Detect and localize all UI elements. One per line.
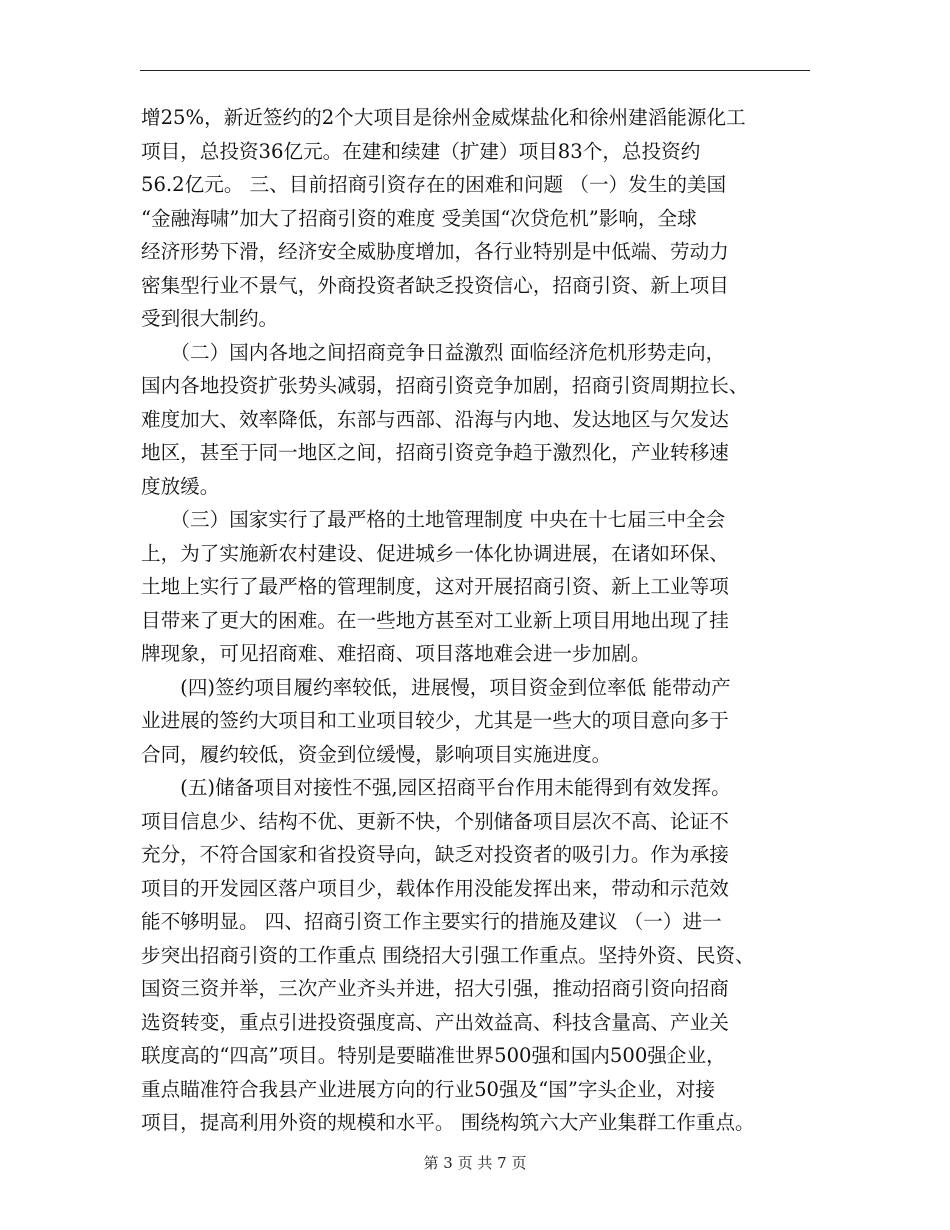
text-line: （三）国家实行了最严格的土地管理制度 中央在十七届三中全会	[141, 508, 726, 531]
text-line: 业进展的签约大项目和工业项目较少，尤其是一些大的项目意向多于	[141, 709, 729, 732]
text-line: 能不够明显。 四、招商引资工作主要实行的措施及建议 （一）进一	[141, 910, 722, 933]
page-number-footer: 第 3 页 共 7 页	[423, 1154, 527, 1172]
text-line: “金融海啸”加大了招商引资的难度 受美国“次贷危机”影响，全球	[141, 206, 697, 230]
text-line: 充分，不符合国家和省投资导向，缺乏对投资者的吸引力。作为承接	[141, 843, 729, 866]
header-rule	[140, 70, 810, 71]
text-line: 56.2亿元。 三、目前招商引资存在的困难和问题 （一）发生的美国	[141, 173, 727, 196]
text-line: (五)储备项目对接性不强,园区招商平台作用未能得到有效发挥。	[141, 776, 731, 799]
text-line: 项目的开发园区落户项目少，载体作用没能发挥出来，带动和示范效	[141, 876, 729, 900]
text-line: 选资转变，重点引进投资强度高、产出效益高、科技含量高、产业关	[141, 1010, 729, 1034]
text-line: 目带来了更大的困难。在一些地方甚至对工业新上项目用地出现了挂	[141, 608, 729, 632]
text-line: 经济形势下滑，经济安全威胁度增加，各行业特别是中低端、劳动力	[141, 240, 729, 263]
text-line: 国资三资并举，三次产业齐头并进，招大引强，推动招商引资向招商	[141, 977, 729, 1000]
text-line: 上，为了实施新农村建设、促进城乡一体化协调进展，在诸如环保、	[141, 541, 729, 565]
text-line: 密集型行业不景气，外商投资者缺乏投资信心，招商引资、新上项目	[141, 273, 729, 297]
text-line: 项目，总投资36亿元。在建和续建（扩建）项目83个，总投资约	[141, 139, 701, 163]
text-line: 度放缓。	[141, 474, 220, 498]
text-line: 受到很大制约。	[141, 307, 279, 330]
text-line: 项目，提高利用外资的规模和水平。 围绕构筑六大产业集群工作重点。	[141, 1111, 755, 1134]
text-line: 项目信息少、结构不优、更新不快，个别储备项目层次不高、论证不	[141, 809, 729, 833]
text-line: 步突出招商引资的工作重点 围绕招大引强工作重点。坚持外资、民资、	[141, 943, 755, 967]
text-line: 联度高的“四高”项目。特别是要瞄准世界500强和国内500强企业，	[141, 1044, 726, 1067]
text-line: 合同，履约较低，资金到位缓慢，影响项目实施进度。	[141, 742, 612, 766]
text-line: 增25%，新近签约的2个大项目是徐州金威煤盐化和徐州建滔能源化工	[141, 106, 746, 129]
text-line: （二）国内各地之间招商竞争日益激烈 面临经济危机形势走向，	[141, 340, 726, 364]
document-body	[141, 101, 813, 1140]
text-line: 地区，甚至于同一地区之间，招商引资竞争趋于激烈化，产业转移速	[141, 441, 729, 464]
text-line: (四)签约项目履约率较低，进展慢，项目资金到位率低 能带动产	[141, 675, 731, 699]
text-line: 牌现象，可见招商难、难招商、项目落地难会进一步加剧。	[141, 642, 651, 665]
text-line: 土地上实行了最严格的管理制度，这对开展招商引资、新上工业等项	[141, 575, 729, 598]
text-line: 难度加大、效率降低，东部与西部、沿海与内地、发达地区与欠发达	[141, 407, 729, 431]
text-line: 国内各地投资扩张势头减弱，招商引资竞争加剧，招商引资周期拉长、	[141, 374, 749, 397]
text-line: 重点瞄准符合我县产业进展方向的行业50强及“国”字头企业，对接	[141, 1077, 715, 1101]
